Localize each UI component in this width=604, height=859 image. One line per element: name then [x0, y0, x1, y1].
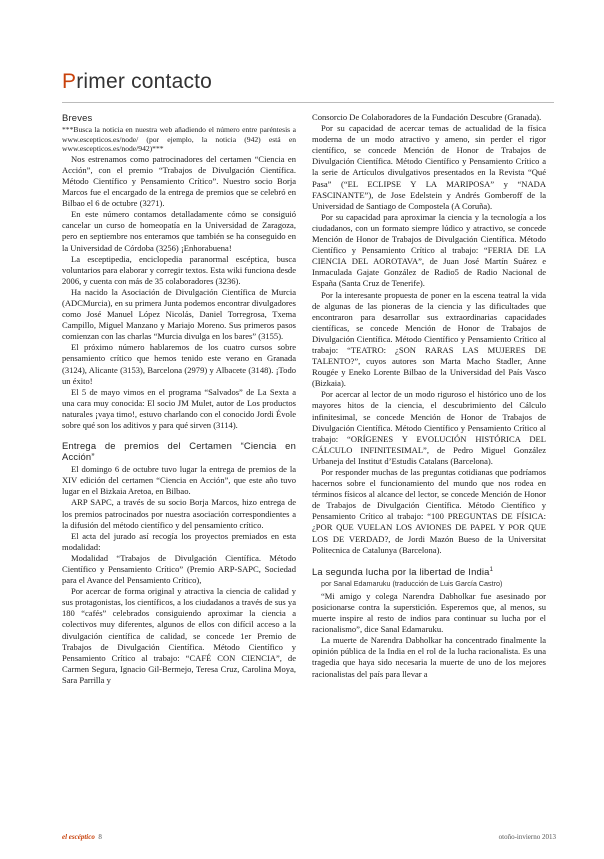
india-paragraph: La muerte de Narendra Dabholkar ha concentrado finalmente la opinión pública de la India en el rol de la lucha racionalista. Es una tragedia que haya sido necesaria la muerte de uno de los mejores racionalistas del país para llevar a: [312, 635, 546, 679]
entrega-paragraph: Por acercar de forma original y atractiva la ciencia de calidad y sus protagonistas, los científicos, a los ciudadanos a través de sus ya 180 “cafés” celebrados consiguiendo aproximar la ciencia a colectivos muy diferentes, algunos de ellos con difícil acceso a la divulgación científica de calidad, se concede 1er Premio de Trabajos de Divulgación Científica. Método Científico y Pensamiento Crítico al trabajo: “CAFÉ CON CIENCIA”, de Carmen Segura, Ignacio Gil-Bermejo, Teresa Cruz, Carolina Moya, Sara Parrilla y: [62, 586, 296, 685]
footnote-marker: 1: [489, 566, 494, 573]
page-title: [62, 70, 212, 94]
right-column: [312, 112, 546, 680]
breves-paragraph: En este número contamos detalladamente cómo se consiguió cancelar un curso de homeopatía en la Universidad de Zaragoza, pero en septiembre nos enteramos que también se ha conseguido en la Universidad de Córdoba (3256) ¡Enhorabuena!: [62, 209, 296, 253]
page-title-rest: rimer contacto: [76, 70, 213, 93]
magazine-name: el escéptico: [62, 833, 95, 841]
india-paragraph: “Mi amigo y colega Narendra Dabholkar fue asesinado por posicionarse contra la superstición. Esperemos que, al menos, su muerte inspire al resto de indios para continuar su lucha por el racionalismo”, dice Sanal Edamaruku.: [312, 590, 546, 635]
breves-paragraph: La esceptipedia, enciclopedia paranormal escéptica, busca voluntarios para elaborar y corregir textos. Esta wiki funciona desde 2006, y cuenta con más de 35 colaboradores (3236).: [62, 253, 296, 286]
breves-paragraph: Nos estrenamos como patrocinadores del certamen “Ciencia en Acción”, con el premio “Trabajos de Divulgación Científica. Método Científico y Pensamiento Crítico”. Nuestro socio Borja Marcos fue el encargado de la entrega de premios que se celebró en Bilbao el 6 de octubre (3271).: [62, 153, 296, 209]
title-divider: [62, 102, 554, 103]
award-paragraph: Por acercar al lector de un modo riguroso el histórico uno de los mayores hitos de la ciencia, el descubrimiento del Cálculo infinitesimal, se concede Mención de Honor de Trabajos de Divulgación Científica. Método Científico y Pensamiento Crítico al trabajo: “ORÍGENES Y EVOLUCIÓN HISTÓRICA DEL CÁLCULO INFINITESIMAL”, de Pedro Miguel González Urbaneja del Institut d’Estudis Catalans (Barcelona).: [312, 389, 546, 466]
page-number: 8: [98, 833, 102, 841]
entrega-paragraph: El domingo 6 de octubre tuvo lugar la entrega de premios de la XIV edición del certamen “Ciencia en Acción”, que este año tuvo lugar en el Bizkaia Aretoa, en Bilbao.: [62, 464, 296, 497]
breves-paragraph: El 5 de mayo vimos en el programa “Salvados” de La Sexta a una cara muy conocida: El socio JM Mulet, autor de Los productos naturales ¡vaya timo!, estuvo charlando con el conocido Jordi Évole sobre qué son los aditivos y para qué sirven (3114).: [62, 386, 296, 431]
award-paragraph: Por su capacidad para aproximar la ciencia y la tecnología a los ciudadanos, con un formato siempre lúdico y atractivo, se concede Mención de Honor de Trabajos de Divulgación Científica. Método Científico y Pensamiento Crítico al trabajo: “FERIA DE LA CIENCIA DEL AOROTAVA”, de Juan José Martín Suárez e Inmaculada Gajate González de Radio5 de Radio Nacional de España (Santa Cruz de Tenerife).: [312, 211, 546, 289]
breves-paragraph: Ha nacido la Asociación de Divulgación Científica de Murcia (ADCMurcia), en su primera Junta podemos encontrar divulgadores como José Manuel López Nicolás, Daniel Torregrosa, Txema Campillo, Miguel Manzano y Mariajo Moreno. Sus primeros pasos comienzan con las charlas “Murcia divulga en los bares” (3155).: [62, 286, 296, 342]
section-title-breves: Breves: [62, 112, 93, 123]
entrega-paragraph: El acta del jurado así recogía los proyectos premiados en esta modalidad:: [62, 530, 296, 552]
article-byline: por Sanal Edamaruku (traducción de Luis García Castro): [321, 578, 503, 588]
page-title-initial: P: [62, 70, 77, 93]
footer-magazine: [62, 833, 102, 841]
section-title-india: [312, 565, 546, 577]
award-paragraph: Por su capacidad de acercar temas de actualidad de la física moderna de un modo atractivo y ameno, sin perder el rigor científico, se concede Mención de Honor de Trabajos de Divulgación Científica. Método Científico y Pensamiento Crítico a la serie de Artículos divulgativos presentados en la Revista “Qué Pasa” (“EL ECLIPSE Y LA MARIPOSA” y “NADA FASCINANTE”), de Jose Edelstein y Andrés Gomberoff de la Universidad de Santiago de Compostela (A Coruña).: [312, 123, 546, 211]
award-paragraph: Por la interesante propuesta de poner en la escena teatral la vida de algunas de las pioneras de la ciencia y las dificultades que encontraron para desarrollar sus extraordinarias capacidades científicas, se concede Mención de Honor de Trabajos de Divulgación Científica. Método Científico y Pensamiento Crítico al trabajo: “TEATRO: ¿SON RARAS LAS MUJERES DE TALENTO?”, cuyos autores son Marta Macho Stadler, Anne Rougée y Eneko Lorente Bilbao de la Universidad del País Vasco (Bizkaia).: [312, 289, 546, 389]
award-paragraph: Por responder muchas de las preguntas cotidianas que podríamos hacernos sobre el funcionamiento del mundo que nos rodea en términos físicos al alcance del lector, se concede Mención de Honor de Trabajos de Divulgación Científica. Método Científico y Pensamiento Crítico al trabajo: “100 PREGUNTAS DE FÍSICA: ¿POR QUE VUELAN LOS AVIONES DE PAPEL Y POR QUE LOS DE VERDAD?, de Jordi Mazón Bueso de la Universitat Politecnica de Catalunya (Barcelona).: [312, 467, 546, 555]
breves-paragraph: El próximo número hablaremos de los cuatro cursos sobre pensamiento crítico que hemos tenido este verano en Granada (3124), Alicante (3153), Barcelona (2979) y Albacete (3148). ¡Todo un éxito!: [62, 342, 296, 386]
left-column: [62, 112, 296, 686]
award-paragraph: Consorcio De Colaboradores de la Fundación Descubre (Granada).: [312, 112, 542, 122]
india-title-text: La segunda lucha por la libertad de India: [312, 565, 490, 577]
entrega-paragraph: ARP SAPC, a través de su socio Borja Marcos, hizo entrega de los premios patrocinados por nuestra asociación correspondientes a la difusión del método científico y del pensamiento crítico.: [62, 497, 296, 530]
footer-issue: otoño-invierno 2013: [498, 833, 556, 841]
section-title-entrega: Entrega de premios del Certamen “Ciencia en Acción”: [62, 440, 296, 463]
entrega-paragraph: Modalidad “Trabajos de Divulgación Científica. Método Científico y Pensamiento Crítico” (Premio ARP-SAPC, Sociedad para el Avance del Pensamiento Crítico),: [62, 552, 296, 586]
breves-intro: ***Busca la noticia en nuestra web añadiendo el número entre paréntesis a www.escepticos.es/node/ (por ejemplo, la noticia (942) está en www.escepticos.es/node/942)***: [62, 125, 296, 154]
